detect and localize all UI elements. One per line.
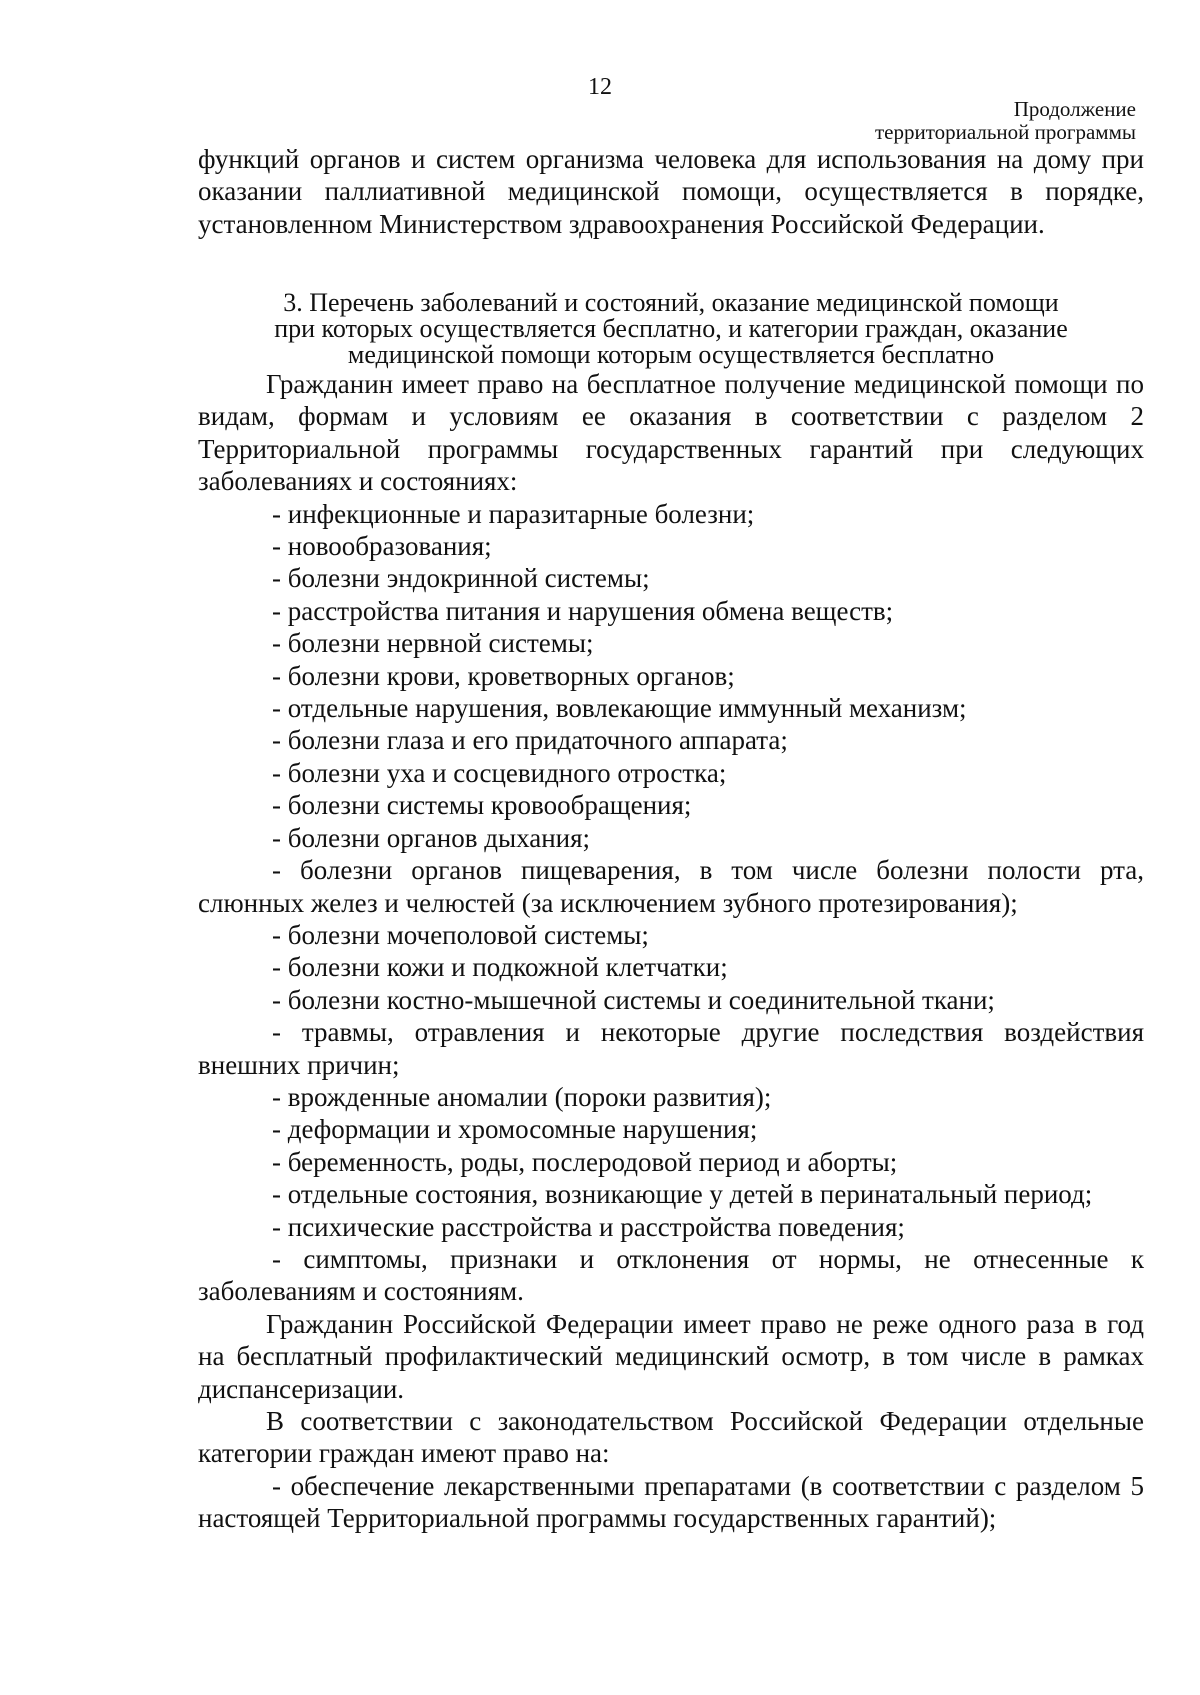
- disease-item: - болезни мочеполовой системы;: [272, 919, 649, 950]
- continuation-line-2: территориальной программы: [874, 120, 1136, 144]
- disease-item: - психические расстройства и расстройства поведения;: [272, 1211, 905, 1242]
- disease-item: - болезни органов дыхания;: [272, 822, 591, 853]
- disease-item: - болезни эндокринной системы;: [272, 563, 650, 594]
- disease-item: - болезни органов пищеварения, в том числе болезни полости рта, слюнных желез и челюстей (за исключением зубного протезирования);: [198, 855, 1144, 918]
- disease-item: - травмы, отравления и некоторые другие последствия воздействия внешних причин;: [198, 1017, 1144, 1080]
- section-title-line-3: медицинской помощи которым осуществляется бесплатно: [347, 340, 995, 369]
- section-title-line-1: 3. Перечень заболеваний и состояний, оказание медицинской помощи: [283, 288, 1059, 317]
- continuation-note: [875, 98, 1136, 144]
- disease-item: - деформации и хромосомные нарушения;: [272, 1114, 758, 1145]
- intro-paragraph-block: [198, 143, 1144, 240]
- continuation-line-1: Продолжение: [1013, 97, 1136, 121]
- disease-item: - симптомы, признаки и отклонения от нормы, не отнесенные к заболеваниям и состояниям.: [198, 1243, 1144, 1307]
- disease-item: - инфекционные и паразитарные болезни;: [272, 498, 755, 529]
- disease-item: - врожденные аномалии (пороки развития);: [272, 1081, 772, 1112]
- disease-item: - болезни костно-мышечной системы и соединительной ткани;: [272, 984, 995, 1015]
- category-item: - обеспечение лекарственными препаратами (в соответствии с разделом 5 настоящей Территориальной программы государственных гарантий);: [198, 1470, 1144, 1534]
- section-heading: [198, 290, 1144, 368]
- disease-item: - болезни системы кровообращения;: [272, 790, 692, 821]
- disease-item: - болезни нервной системы;: [272, 628, 594, 659]
- lead-paragraph: Гражданин имеет право на бесплатное получение медицинской помощи по видам, формам и условиям ее оказания в соответствии с разделом 2 Территориальной программы государственных гарантий при следующих заболеваниях и состояниях:: [198, 369, 1144, 497]
- disease-item: - расстройства питания и нарушения обмена веществ;: [272, 595, 894, 626]
- page-number: 12: [588, 74, 612, 100]
- categories-paragraph: В соответствии с законодательством Российской Федерации отдельные категории граждан имеют право на:: [198, 1406, 1144, 1469]
- disease-item: - болезни кожи и подкожной клетчатки;: [272, 952, 728, 983]
- section-title-line-2: при которых осуществляется бесплатно, и категории граждан, оказание: [274, 314, 1068, 343]
- checkup-paragraph: Гражданин Российской Федерации имеет право не реже одного раза в год на бесплатный профилактический медицинский осмотр, в том числе в рамках диспансеризации.: [198, 1308, 1144, 1404]
- disease-item: - болезни уха и сосцевидного отростка;: [272, 757, 727, 788]
- category-list: [198, 1470, 1144, 1535]
- disease-item: - беременность, роды, послеродовой период и аборты;: [272, 1146, 898, 1177]
- intro-paragraph: функций органов и систем организма человека для использования на дому при оказании паллиативной медицинской помощи, осуществляется в порядке, установленном Министерством здравоохранения Российской Федерации.: [198, 144, 1144, 239]
- disease-item: - болезни крови, кроветворных органов;: [272, 660, 735, 691]
- disease-item: - отдельные состояния, возникающие у детей в перинатальный период;: [272, 1179, 1093, 1210]
- disease-item: - болезни глаза и его придаточного аппарата;: [272, 725, 788, 756]
- disease-list: [198, 498, 1144, 1308]
- main-text-block: [198, 368, 1144, 1535]
- disease-item: - отдельные нарушения, вовлекающие иммунный механизм;: [272, 693, 967, 724]
- disease-item: - новообразования;: [272, 531, 492, 562]
